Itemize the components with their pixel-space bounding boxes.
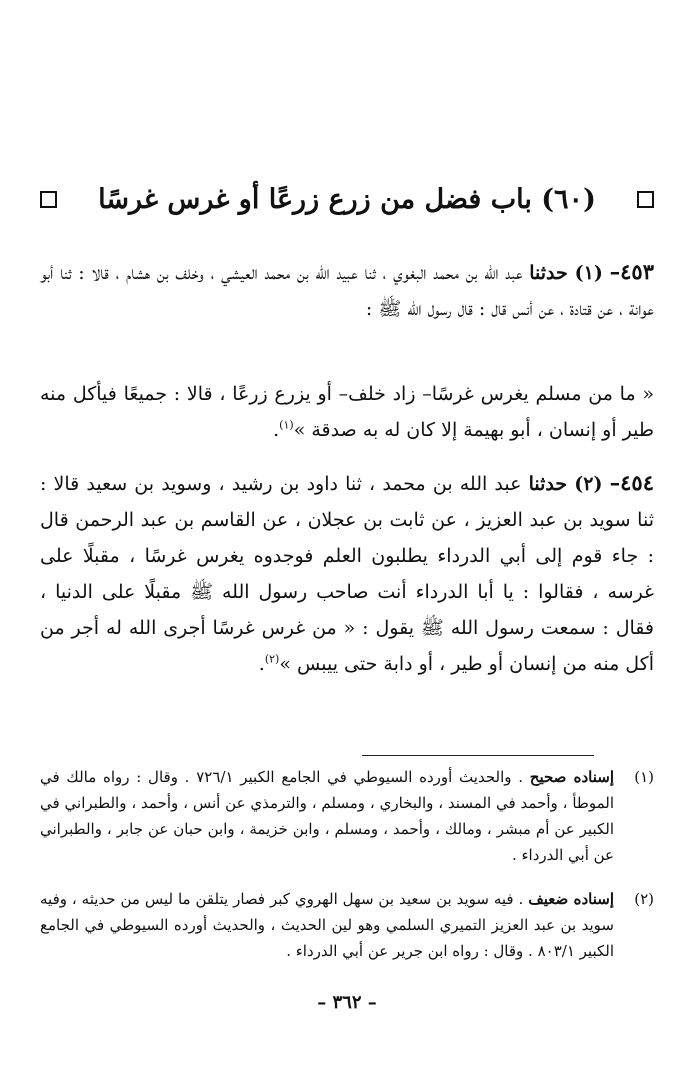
hadith-index: (١) <box>574 262 603 284</box>
footnote-1 <box>40 764 654 868</box>
footnote-text: . والحديث أورده السيوطي في الجامع الكبير ٧٢٦/١ . وقال : رواه مالك في الموطأ ، وأحمد في المسند ، والبخاري ، ومسلم ، والترمذي عن أنس ، وأحمد ، والطبراني في الكبير عن أم مبشر ، ومالك ، وأحمد ، ومسلم ، وابن خزيمة ، وابن حبان عن جابر ، والطبراني عن أبي الدرداء . <box>40 768 614 864</box>
hadith-chain: عبد الله بن محمد البغوي ، ثنا عبيد الله بن محمد العيشي ، وخلف بن هشام ، قالا : ثنا أبو عوانة ، عن قتادة ، عن أنس قال : قال رسول الله ﷺ : <box>40 262 654 320</box>
hadith-453-quote: « ما من مسلم يغرس غرسًا– زاد خلف– أو يزرع زرعًا ، قالا : جميعًا فيأكل منه طير أو إنسان ، أبو بهيمة إلا كان له به صدقة »$^{(١)}$. <box>40 383 654 441</box>
page-number: – ٣٦٢ – <box>317 992 377 1013</box>
footnote-ref: (١) <box>279 418 294 432</box>
footnote-body <box>40 886 614 964</box>
footnote-marker: (٢) <box>634 890 654 908</box>
footnote-marker: (١) <box>634 768 654 786</box>
footnote-grade: إسناده صحيح <box>529 768 614 786</box>
chapter-heading <box>40 176 654 222</box>
hadith-chain: عبد الله بن محمد ، ثنا داود بن رشيد ، وسويد بن سعيد قالا : ثنا سويد بن عبد العزيز ، عن ثابت بن عجلان ، عن القاسم بن عبد الرحمن قال : جاء قوم إلى أبي الدرداء يطلبون العلم فوجدوه يغرس غرسًا ، مقبلًا على غرسه ، فقالوا : يا أبا الدرداء أنت صاحب رسول الله ﷺ مقبلًا على الدنيا ، فقال : سمعت رسول الله ﷺ يقول : <box>40 473 654 639</box>
heading-box-right <box>637 191 654 208</box>
hadith-quote: « من غرس غرسًا أجرى الله له أجر من أكل منه من إنسان أو طير ، أو دابة حتى ييبس » <box>40 617 654 675</box>
footnote-ref: (٢) <box>264 652 280 666</box>
hadith-quote: « ما من مسلم يغرس غرسًا– زاد خلف– أو يزرع زرعًا ، قالا : جميعًا فيأكل منه طير أو إنسان ، أبو بهيمة إلا كان له به صدقة » <box>40 383 654 441</box>
hadith-lead: حدثنا <box>529 262 568 284</box>
heading-box-left <box>40 191 57 208</box>
hadith-lead: حدثنا <box>528 473 568 495</box>
hadith-453-narration <box>40 254 654 327</box>
chapter-title: (٦٠) باب فضل من زرع زرعًا أو غرس غرسًا <box>98 183 596 215</box>
footnote-2 <box>40 886 654 964</box>
hadith-number: ٤٥٣– <box>609 259 654 284</box>
footnote-grade: إسناده ضعيف <box>528 890 614 908</box>
hadith-index: (٢) <box>574 473 603 495</box>
hadith-number: ٤٥٤– <box>609 470 654 495</box>
hadith-454-narration: ٤٥٤– (٢) حدثنا عبد الله بن محمد ، ثنا داود بن رشيد ، وسويد بن سعيد قالا : ثنا سويد بن عبد العزيز ، عن ثابت بن عجلان ، عن القاسم بن عبد الرحمن قال : جاء قوم إلى أبي الدرداء يطلبون العلم فوجدوه يغرس غرسًا ، مقبلًا على غرسه ، فقالوا : يا أبا الدرداء أنت صاحب رسول الله ﷺ مقبلًا على الدنيا ، فقال : سمعت رسول الله ﷺ يقول : « من غرس غرسًا أجرى الله له أجر من أكل منه من إنسان أو طير ، أو دابة حتى ييبس »$^{(٢)}$. <box>40 470 654 675</box>
footnote-body <box>40 764 614 868</box>
footnote-divider <box>362 755 594 756</box>
footnote-text: . فيه سويد بن سعيد بن سهل الهروي كبر فصار يتلقن ما ليس من حديثه ، وفيه سويد بن عبد العزيز التميري السلمي وهو لين الحديث ، والحديث أورده السيوطي في الجامع الكبير ٨٠٣/١ . وقال : رواه ابن جرير عن أبي الدرداء . <box>40 890 614 960</box>
